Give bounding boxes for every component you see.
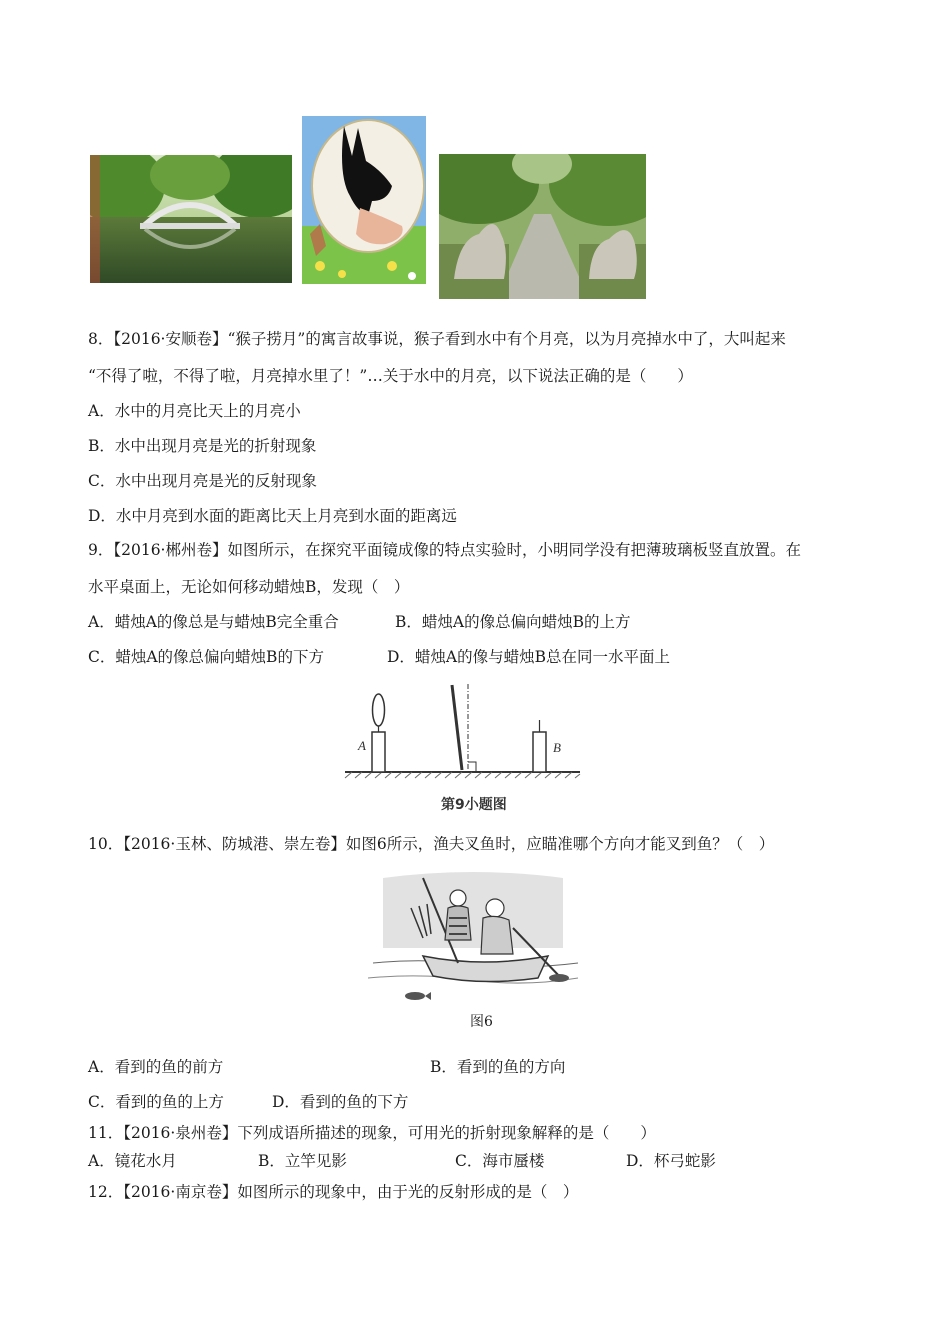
q8-option-b: B．水中出现月亮是光的折射现象 (88, 437, 317, 455)
q10-option-a: A．看到的鱼的前方 (88, 1058, 224, 1076)
q11-option-c: C．海市蜃楼 (455, 1152, 545, 1170)
q9-option-a: A．蜡烛A的像总是与蜡烛B完全重合 (88, 613, 339, 631)
q8-option-c: C．水中出现月亮是光的反射现象 (88, 472, 317, 490)
fisherman-boat-figure (363, 868, 583, 1008)
q10-option-d: D．看到的鱼的下方 (272, 1093, 409, 1111)
q11-option-a: A．镜花水月 (88, 1152, 177, 1170)
q9-option-c: C．蜡烛A的像总偏向蜡烛B的下方 (88, 648, 324, 666)
q10-option-b: B．看到的鱼的方向 (430, 1058, 566, 1076)
q10-stem-line1: 10．【2016·玉林、防城港、崇左卷】如图6所示，渔夫叉鱼时，应瞄准哪个方向才能叉到鱼？（ ） (88, 835, 775, 853)
q8-stem-line2: “不得了啦，不得了啦，月亮掉水里了！”…关于水中的月亮，以下说法正确的是（ ） (88, 367, 693, 385)
q9-option-d: D．蜡烛A的像与蜡烛B总在同一水平面上 (387, 648, 671, 666)
hand-shadow-photo (302, 116, 426, 284)
glass-plate (452, 685, 462, 770)
candle-a (372, 694, 385, 772)
q8-option-d: D．水中月亮到水面的距离比天上月亮到水面的距离远 (88, 507, 457, 525)
candle-a-label: A (358, 738, 366, 753)
candle-b (533, 720, 546, 772)
q9-stem-line1: 9．【2016·郴州卷】如图所示，在探究平面镜成像的特点实验时，小明同学没有把薄玻璃板竖直放置。在 (88, 541, 801, 559)
q8-stem-line1: 8．【2016·安顺卷】“猴子捞月”的寓言故事说，猴子看到水中有个月亮，以为月亮掉水中了，大叫起来 (88, 330, 786, 348)
candle-b-label: B (553, 740, 561, 755)
mirror-experiment-figure (340, 680, 590, 792)
q11-option-d: D．杯弓蛇影 (626, 1152, 716, 1170)
q9-figure-caption: 第9小题图 (441, 797, 507, 813)
bridge-reflection-photo (90, 155, 292, 283)
q10-figure-caption: 图6 (470, 1014, 493, 1030)
q10-option-c: C．看到的鱼的上方 (88, 1093, 224, 1111)
q11-stem-line1: 11．【2016·泉州卷】下列成语所描述的现象，可用光的折射现象解释的是（ ） (88, 1124, 656, 1142)
q9-stem-line2: 水平桌面上，无论如何移动蜡烛B，发现（ ） (88, 578, 410, 596)
q9-option-b: B．蜡烛A的像总偏向蜡烛B的上方 (395, 613, 631, 631)
q8-option-a: A．水中的月亮比天上的月亮小 (88, 402, 301, 420)
q11-option-b: B．立竿见影 (258, 1152, 347, 1170)
q12-stem-line1: 12．【2016·南京卷】如图所示的现象中，由于光的反射形成的是（ ） (88, 1183, 579, 1201)
stone-camels-path-photo (439, 154, 646, 299)
